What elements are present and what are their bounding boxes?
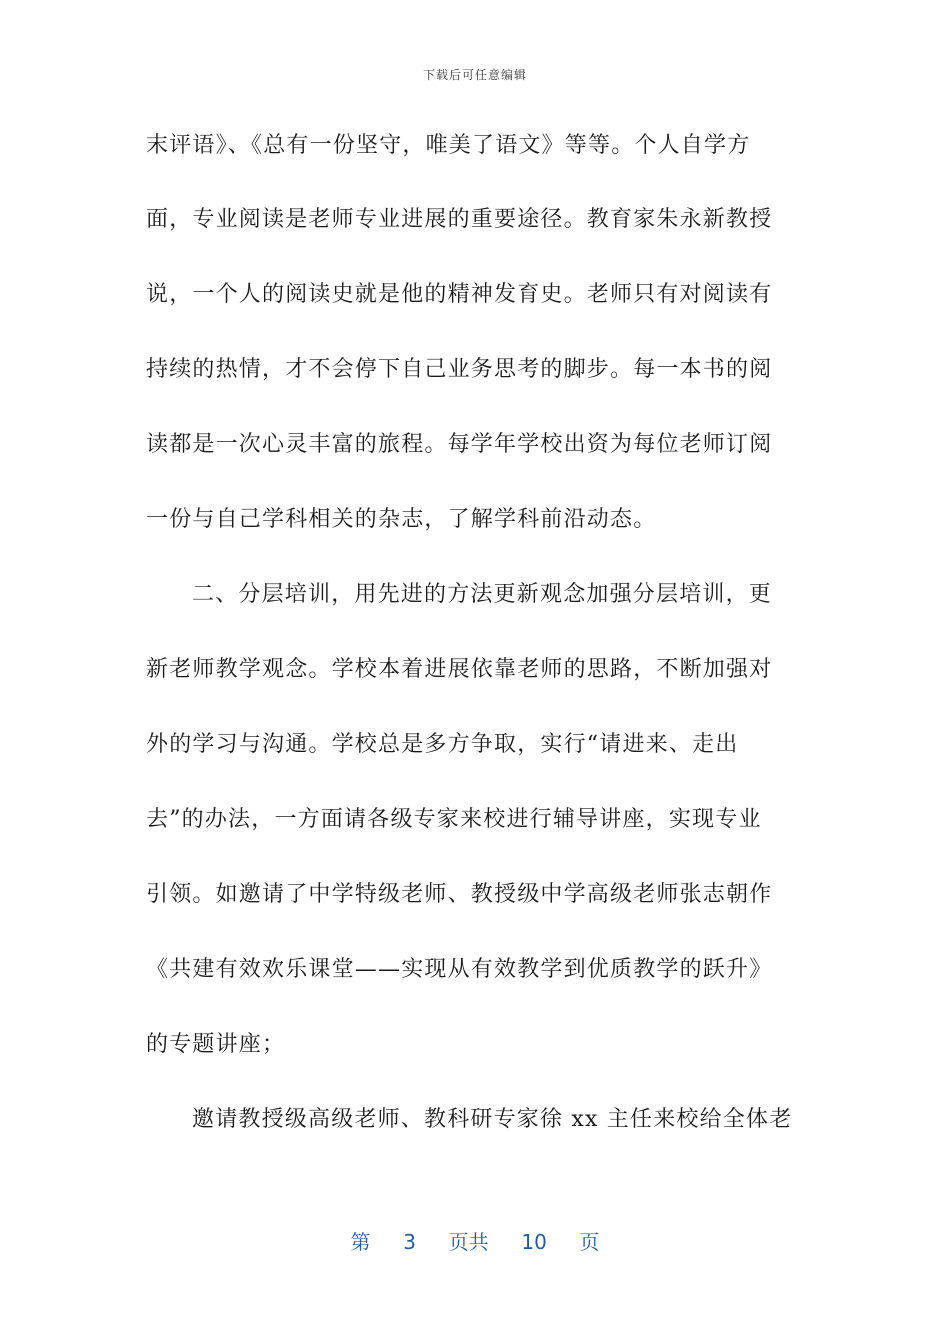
footer-suffix: 页 [579, 1230, 600, 1254]
text-line-11: 引领。如邀请了中学特级老师、教授级中学高级老师张志朝作 [146, 882, 773, 907]
text-line-4: 持续的热情，才不会停下自己业务思考的脚步。每一本书的阅 [146, 357, 773, 382]
text-line-8: 新老师教学观念。学校本着进展依靠老师的思路，不断加强对 [146, 657, 773, 682]
page-footer [0, 1226, 950, 1255]
text-line-13: 的专题讲座； [146, 1032, 286, 1057]
text-line-10: 去”的办法，一方面请各级专家来校进行辅导讲座，实现专业 [146, 807, 762, 832]
text-line-6: 一份与自己学科相关的杂志，了解学科前沿动态。 [146, 507, 657, 532]
text-line-2: 面，专业阅读是老师专业进展的重要途径。教育家朱永新教授 [146, 207, 773, 232]
text-line-9: 外的学习与沟通。学校总是多方争取，实行“请进来、走出 [146, 732, 739, 757]
text-line-3: 说，一个人的阅读史就是他的精神发育史。老师只有对阅读有 [146, 282, 773, 307]
text-line-5: 读都是一次心灵丰富的旅程。每学年学校出资为每位老师订阅 [146, 432, 773, 457]
paragraph-start-line: 邀请教授级高级老师、教科研专家徐 xx 主任来校给全体老 [192, 1107, 793, 1132]
paragraph-heading-line: 二、分层培训，用先进的方法更新观念加强分层培训，更 [192, 582, 773, 607]
text-line-1: 末评语》、《总有一份坚守，唯美了语文》等等。个人自学方 [146, 133, 751, 158]
footer-page-number: 3 [403, 1230, 416, 1254]
footer-middle: 页共 [448, 1230, 489, 1254]
footer-total-pages: 10 [521, 1230, 547, 1254]
footer-prefix: 第 [350, 1230, 371, 1254]
text-line-12: 《共建有效欢乐课堂——实现从有效教学到优质教学的跃升》 [146, 957, 773, 982]
page-header: 下载后可任意编辑 [422, 68, 527, 82]
